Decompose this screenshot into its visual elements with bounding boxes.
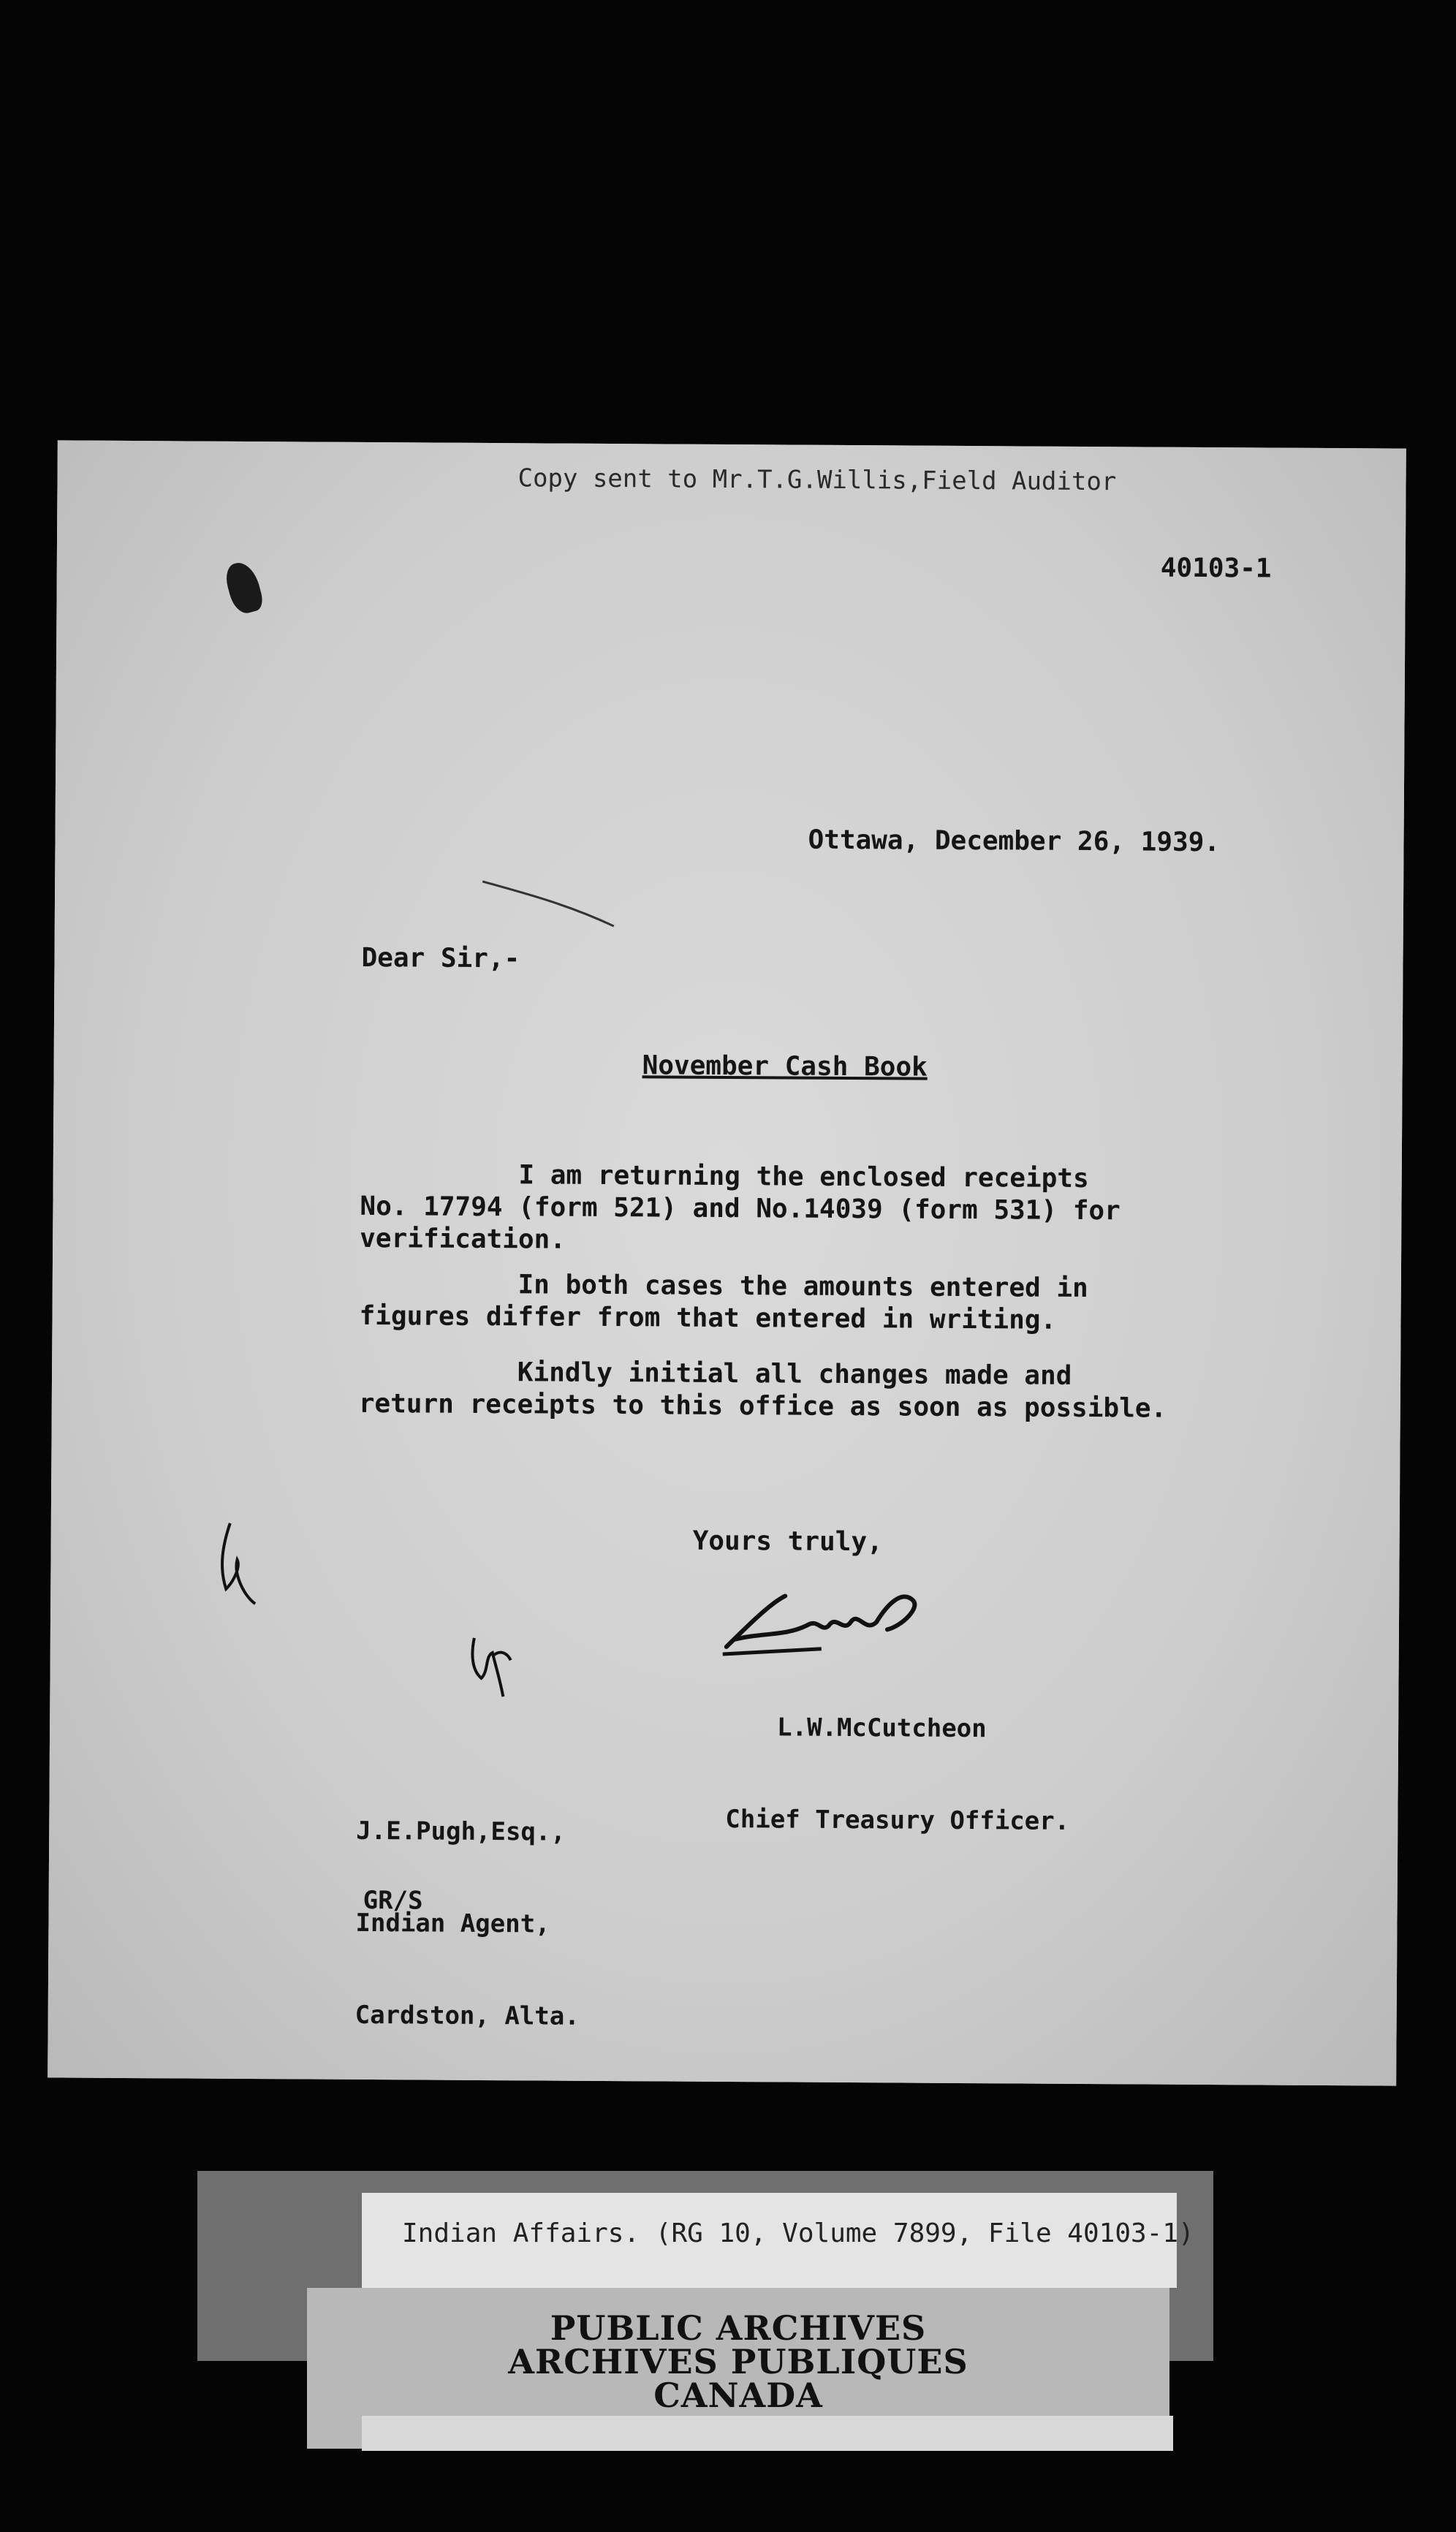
recipient-line-1: J.E.Pugh,Esq.,	[356, 1816, 566, 1847]
stamp-line-1: PUBLIC ARCHIVES	[550, 2308, 927, 2348]
recipient-line-2: Indian Agent,	[355, 1908, 550, 1939]
file-number: 40103-1	[1160, 553, 1272, 584]
body-paragraph-3: Kindly initial all changes made and return receipts to this office as soon as possible.	[358, 1356, 1167, 1424]
archive-reference-text: Indian Affairs. (RG 10, Volume 7899, File 40103-1)	[402, 2218, 1194, 2248]
typist-initials: GR/S	[363, 1885, 423, 1916]
pencil-stroke-mark	[479, 874, 625, 933]
signature-block	[725, 1650, 1071, 1898]
closing: Yours truly,	[692, 1525, 883, 1558]
ink-smudge	[222, 559, 265, 616]
handwritten-initials-center	[459, 1627, 526, 1708]
subject-line: November Cash Book	[642, 1050, 928, 1083]
signer-name: L.W.McCutcheon	[776, 1713, 987, 1744]
salutation: Dear Sir,-	[361, 942, 520, 974]
letter-page	[48, 440, 1406, 2085]
date-line: Ottawa, December 26, 1939.	[808, 825, 1221, 858]
stamp-lower-strip	[362, 2416, 1173, 2451]
recipient-address	[354, 1754, 581, 2093]
signer-title: Chief Treasury Officer.	[725, 1805, 1070, 1836]
stamp-line-2: ARCHIVES PUBLIQUES	[508, 2342, 968, 2381]
handwritten-initials-margin	[208, 1516, 267, 1611]
recipient-line-3: Cardston, Alta.	[354, 2000, 580, 2031]
body-paragraph-2: In both cases the amounts entered in figures differ from that entered in writing.	[359, 1268, 1088, 1335]
copy-note: Copy sent to Mr.T.G.Willis,Field Auditor	[517, 463, 1117, 497]
stamp-line-3: CANADA	[653, 2376, 823, 2415]
body-paragraph-1: I am returning the enclosed receipts No. 17794 (form 521) and No.14039 (form 531) for verification.	[360, 1159, 1121, 1255]
